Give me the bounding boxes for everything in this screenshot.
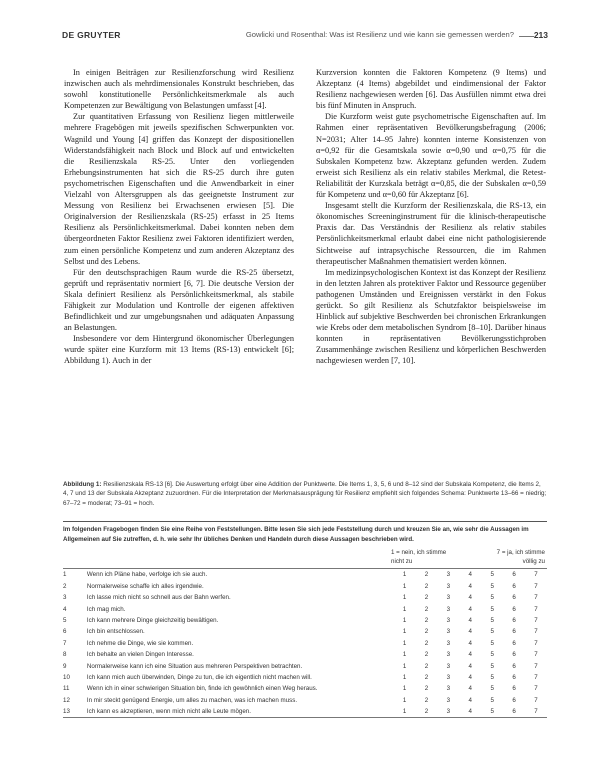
scale-option-7[interactable]: 7 <box>534 685 538 693</box>
scale-option-1[interactable]: 1 <box>402 594 407 602</box>
table-row <box>63 660 547 671</box>
scale-option-4[interactable]: 4 <box>468 571 472 579</box>
item-number: 6 <box>63 628 67 636</box>
scale-option-1[interactable]: 1 <box>402 582 407 590</box>
item-statement: Normalerweise kann ich eine Situation aus mehreren Perspektiven betrachten. <box>86 662 303 670</box>
table-row <box>63 615 547 626</box>
scale-option-5[interactable]: 5 <box>490 673 494 681</box>
scale-option-3[interactable]: 3 <box>446 605 451 613</box>
scale-option-6[interactable]: 6 <box>512 673 516 681</box>
item-statement: Ich mag mich. <box>86 605 126 613</box>
item-statement: Wenn ich in einer schwierigen Situation bin, finde ich gewöhnlich einen Weg heraus. <box>86 685 318 693</box>
scale-option-5[interactable]: 5 <box>490 616 494 624</box>
scale-option-4[interactable]: 4 <box>468 628 472 636</box>
scale-option-2[interactable]: 2 <box>424 639 429 647</box>
item-statement: Ich behalte an vielen Dingen Interesse. <box>86 651 194 659</box>
scale-anchor-high: 7 = ja, ich stimme völlig zu <box>496 549 545 565</box>
scale-option-3[interactable]: 3 <box>446 582 451 590</box>
table-row <box>63 672 547 683</box>
scale-option-6[interactable]: 6 <box>512 605 516 613</box>
item-number: 2 <box>63 582 67 590</box>
item-number: 11 <box>63 685 70 693</box>
table-row <box>63 706 547 718</box>
scale-option-7[interactable]: 7 <box>534 651 538 659</box>
scale-option-1[interactable]: 1 <box>402 639 407 647</box>
scale-option-3[interactable]: 3 <box>446 594 451 602</box>
item-statement: Ich kann es akzeptieren, wenn mich nicht alle Leute mögen. <box>86 708 251 716</box>
item-statement: Ich kann mich auch überwinden, Dinge zu tun, die ich eigentlich nicht machen will. <box>86 673 312 681</box>
scale-option-1[interactable]: 1 <box>402 605 407 613</box>
scale-option-2[interactable]: 2 <box>424 708 429 716</box>
scale-option-4[interactable]: 4 <box>468 673 472 681</box>
item-number: 9 <box>63 662 67 670</box>
page-header <box>62 28 548 44</box>
scale-option-6[interactable]: 6 <box>512 708 516 716</box>
scale-option-4[interactable]: 4 <box>468 685 472 693</box>
resilience-questionnaire <box>63 521 547 718</box>
scale-option-5[interactable]: 5 <box>490 628 494 636</box>
scale-option-6[interactable]: 6 <box>512 594 516 602</box>
scale-option-3[interactable]: 3 <box>446 685 451 693</box>
scale-option-6[interactable]: 6 <box>512 696 516 704</box>
paragraph: Für den deutschsprachigen Raum wurde die RS-25 übersetzt, geprüft und repräsentativ normiert [6, 7]. Die deutsche Version der Skala definiert Resilienz als Persönlichkeitsmerkmal, als stabile Fähigkeit zur Modulation und Kontrolle der eigenen affektiven Befindlichkeit und zur umgebungsnahen und adäquaten Anpassung an Belastungen. <box>64 267 294 333</box>
scale-header <box>63 548 547 568</box>
table-row <box>63 649 547 660</box>
figure-label: Abbildung 1: <box>63 481 102 488</box>
scale-option-3[interactable]: 3 <box>446 696 451 704</box>
scale-option-3[interactable]: 3 <box>446 628 451 636</box>
scale-anchor-low: 1 = nein, ich stimme nicht zu <box>391 549 447 565</box>
scale-option-7[interactable]: 7 <box>534 696 538 704</box>
scale-option-2[interactable]: 2 <box>424 605 429 613</box>
scale-option-2[interactable]: 2 <box>424 616 429 624</box>
paragraph: In einigen Beiträgen zur Resilienzforschung wird Resilienz inzwischen auch als mehrdimensionales Konstrukt beschrieben, das sowohl konstitutionelle Persönlichkeitsmerkmale als auch Kompetenzen zur Bewältigung von Belastungen umfasst [4]. <box>64 68 294 111</box>
paragraph: Im medizinpsychologischen Kontext ist das Konzept der Resilienz in den letzten Jahren als protektiver Faktor und Ressource gegenüber pathogenen Umständen und Ereignissen verstärkt in den Fokus gerückt. So gilt Resilienz als Schutzfaktor beispielsweise im Hinblick auf subjektive Beschwerden bei chronischen Erkrankungen wie Krebs oder dem metabolischen Syndrom [8–10]. Darüber hinaus konnten in repräsentativen Bevölkerungsstichproben Zusammenhänge zwischen Resilienz und körperlichen Beschwerden nachgewiesen werden [7, 10]. <box>316 267 546 366</box>
scale-option-5[interactable]: 5 <box>490 571 494 579</box>
scale-option-1[interactable]: 1 <box>402 708 407 716</box>
paragraph: Kurzversion konnten die Faktoren Kompetenz (9 Items) und Akzeptanz (4 Items) abgebildet und eindimensional der Faktor Resilienz nachgewiesen werden [6]. Das Ausfüllen nimmt etwa drei bis fünf Minuten in Anspruch. <box>316 68 546 111</box>
scale-option-3[interactable]: 3 <box>446 651 451 659</box>
scale-option-6[interactable]: 6 <box>512 662 516 670</box>
table-row <box>63 626 547 637</box>
paragraph: Insgesamt stellt die Kurzform der Resilienzskala, die RS-13, ein ökonomisches Screeninginstrument für die klinisch-therapeutische Praxis dar. Das Verständnis der Resilienz als relativ stabiles Persönlichkeitsmerkmal erlaubt dabei eine nicht pathologisierende Sichtweise auf intrapsychische Ressourcen, die im Rahmen therapeutischer Maßnahmen thematisiert werden können. <box>316 201 546 266</box>
scale-option-2[interactable]: 2 <box>424 673 429 681</box>
table-row <box>63 694 547 705</box>
scale-option-2[interactable]: 2 <box>424 651 429 659</box>
scale-option-4[interactable]: 4 <box>468 651 472 659</box>
header-dash <box>519 36 534 37</box>
scale-option-6[interactable]: 6 <box>512 651 516 659</box>
scale-option-4[interactable]: 4 <box>468 708 472 716</box>
item-number: 5 <box>63 616 67 624</box>
paragraph: Insbesondere vor dem Hintergrund ökonomischer Überlegungen wurde später eine Kurzform mit 13 Items (RS-13) entwickelt [6]; Abbildung 1). Auch in der <box>64 334 294 366</box>
scale-option-7[interactable]: 7 <box>534 582 538 590</box>
questionnaire-table <box>63 568 547 718</box>
table-row <box>63 638 547 649</box>
scale-option-5[interactable]: 5 <box>490 685 494 693</box>
scale-option-6[interactable]: 6 <box>512 616 516 624</box>
scale-option-7[interactable]: 7 <box>534 571 538 579</box>
scale-option-6[interactable]: 6 <box>512 628 516 636</box>
scale-option-7[interactable]: 7 <box>534 605 538 613</box>
scale-option-7[interactable]: 7 <box>534 628 538 636</box>
publisher-name: DE GRUYTER <box>62 30 121 40</box>
scale-option-4[interactable]: 4 <box>468 639 472 647</box>
scale-option-4[interactable]: 4 <box>468 605 472 613</box>
scale-option-1[interactable]: 1 <box>402 685 407 693</box>
scale-option-5[interactable]: 5 <box>490 582 494 590</box>
scale-option-4[interactable]: 4 <box>468 594 472 602</box>
right-text-column <box>316 67 546 367</box>
scale-option-3[interactable]: 3 <box>446 616 451 624</box>
item-statement: Wenn ich Pläne habe, verfolge ich sie auch. <box>86 571 208 579</box>
scale-option-5[interactable]: 5 <box>490 651 494 659</box>
item-number: 8 <box>63 651 67 659</box>
item-number: 4 <box>63 605 67 613</box>
item-number: 10 <box>63 673 70 681</box>
item-number: 13 <box>63 708 70 716</box>
figure-caption <box>63 480 547 508</box>
table-row <box>63 569 547 581</box>
item-number: 7 <box>63 639 67 647</box>
scale-option-3[interactable]: 3 <box>446 662 451 670</box>
scale-option-5[interactable]: 5 <box>490 605 494 613</box>
scale-option-4[interactable]: 4 <box>468 616 472 624</box>
scale-option-4[interactable]: 4 <box>468 696 472 704</box>
scale-option-2[interactable]: 2 <box>424 628 429 636</box>
scale-option-4[interactable]: 4 <box>468 662 472 670</box>
item-statement: Ich lasse mich nicht so schnell aus der Bahn werfen. <box>86 594 231 602</box>
scale-option-3[interactable]: 3 <box>446 673 451 681</box>
left-text-column <box>64 67 294 367</box>
scale-option-1[interactable]: 1 <box>402 651 407 659</box>
scale-option-1[interactable]: 1 <box>402 628 407 636</box>
scale-option-6[interactable]: 6 <box>512 582 516 590</box>
table-row <box>63 581 547 592</box>
table-row <box>63 683 547 694</box>
item-statement: Ich bin entschlossen. <box>86 628 145 636</box>
figure-caption-text: Resilienzskala RS-13 [6]. Die Auswertung erfolgt über eine Addition der Punktwerte. Die Items 1, 3, 5, 6 und 8–12 sind der Subskala Kompetenz, die Items 2, 4, 7 und 13 der Subskala Akzeptanz zuzuordnen. Für die Interpretation der Merkmalsausprägung für Resilienz empfiehlt sich folgendes Schema: Punktwerte 13–66 = niedrig; 67–72 = moderat; 73–91 = hoch. <box>63 481 547 507</box>
scale-option-1[interactable]: 1 <box>402 571 407 579</box>
scale-option-5[interactable]: 5 <box>490 696 494 704</box>
scale-option-2[interactable]: 2 <box>424 696 429 704</box>
scale-option-4[interactable]: 4 <box>468 582 472 590</box>
table-row <box>63 603 547 614</box>
scale-option-1[interactable]: 1 <box>402 662 407 670</box>
scale-option-2[interactable]: 2 <box>424 662 429 670</box>
scale-option-7[interactable]: 7 <box>534 616 538 624</box>
scale-option-1[interactable]: 1 <box>402 673 407 681</box>
scale-option-7[interactable]: 7 <box>534 708 538 716</box>
item-number: 12 <box>63 696 70 704</box>
scale-option-1[interactable]: 1 <box>402 696 407 704</box>
item-statement: Ich kann mehrere Dinge gleichzeitig bewältigen. <box>86 616 219 624</box>
scale-option-1[interactable]: 1 <box>402 616 407 624</box>
paragraph: Zur quantitativen Erfassung von Resilienz liegen mittlerweile mehrere Fragebögen mit jeweils spezifischen Schwerpunkten vor. Wagnild und Young [4] griffen das Konzept der dispositionellen Widerstandsfähigkeit nach Block und Block auf und entwickelten die Resilienzskala RS-25. Unter den vorliegenden Erhebungsinstrumenten hat sich die RS-25 durch ihre guten psychometrischen Eigenschaften und die Anwendbarkeit in einer Vielzahl von Altersgruppen als das geeignetste Instrument zur Messung von Resilienz bei Erwachsenen erwiesen [5]. Die Originalversion der Resilienzskala (RS-25) erfasst in 25 Items Resilienz als Persönlichkeitsmerkmal. Dabei konnten neben dem übergeordneten Faktor Resilienz zwei Faktoren identifiziert werden, zum einen persönliche Kompetenz und zum anderen Akzeptanz des Selbst und des Lebens. <box>64 112 294 266</box>
scale-option-5[interactable]: 5 <box>490 594 494 602</box>
scale-option-3[interactable]: 3 <box>446 708 451 716</box>
scale-option-2[interactable]: 2 <box>424 582 429 590</box>
scale-option-3[interactable]: 3 <box>446 639 451 647</box>
item-number: 1 <box>63 571 67 579</box>
questionnaire-instructions: Im folgenden Fragebogen finden Sie eine Reihe von Feststellungen. Bitte lesen Sie sich jede Feststellung durch und kreuzen Sie an, wie sehr die Aussagen im Allgemeinen auf Sie zutreffen, d. h. wie sehr Ihr übliches Denken und Handeln durch diese Aussagen beschrieben wird. <box>63 521 547 548</box>
page-number: 213 <box>533 30 548 40</box>
scale-option-2[interactable]: 2 <box>424 571 429 579</box>
scale-option-5[interactable]: 5 <box>490 662 494 670</box>
scale-option-6[interactable]: 6 <box>512 639 516 647</box>
scale-option-7[interactable]: 7 <box>534 662 538 670</box>
paragraph: Die Kurzform weist gute psychometrische Eigenschaften auf. Im Rahmen einer repräsentativen Bevölkerungsbefragung (2006; N=2031; Alter 14–95 Jahre) konnten interne Konsistenzen von α=0,92 für die Gesamtskala sowie α=0,90 und α=0,75 für die Subskalen Kompetenz bzw. Akzeptanz gefunden werden. Zudem erweist sich Resilienz als ein relativ stabiles Merkmal, die Retest-Reliabilität der Kurzskala beträgt α=0,85, die der Subskalen α=0,59 für Kompetenz und α=0,60 für Akzeptanz [6]. <box>316 112 546 200</box>
scale-option-7[interactable]: 7 <box>534 594 538 602</box>
item-number: 3 <box>63 594 67 602</box>
table-row <box>63 592 547 603</box>
scale-option-5[interactable]: 5 <box>490 708 494 716</box>
item-statement: Ich nehme die Dinge, wie sie kommen. <box>86 639 194 647</box>
scale-option-3[interactable]: 3 <box>446 571 451 579</box>
scale-option-6[interactable]: 6 <box>512 685 516 693</box>
scale-option-5[interactable]: 5 <box>490 639 494 647</box>
scale-option-7[interactable]: 7 <box>534 673 538 681</box>
item-statement: In mir steckt genügend Energie, um alles zu machen, was ich machen muss. <box>86 696 298 704</box>
item-statement: Normalerweise schaffe ich alles irgendwie. <box>86 582 204 590</box>
scale-option-6[interactable]: 6 <box>512 571 516 579</box>
scale-option-2[interactable]: 2 <box>424 594 429 602</box>
scale-option-7[interactable]: 7 <box>534 639 538 647</box>
scale-option-2[interactable]: 2 <box>424 685 429 693</box>
running-title: Gowlicki und Rosenthal: Was ist Resilienz und wie kann sie gemessen werden? <box>245 30 514 39</box>
